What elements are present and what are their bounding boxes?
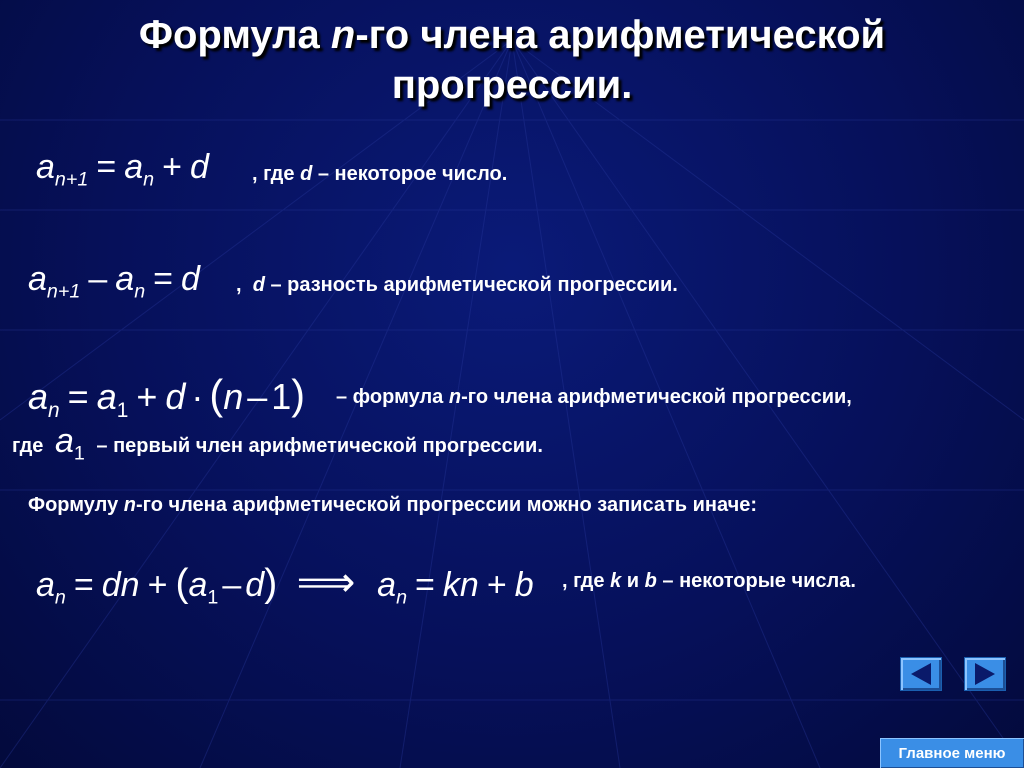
implies-symbol: ⟹ bbox=[296, 559, 356, 605]
main-menu-label: Главное меню bbox=[898, 744, 1006, 762]
formula-difference-note: , d – разность арифметической прогрессии. bbox=[236, 274, 678, 296]
formula-recurrence-note: , где d – некоторое число. bbox=[252, 163, 508, 185]
prev-slide-button[interactable] bbox=[900, 657, 942, 691]
main-menu-button[interactable] bbox=[880, 738, 1024, 768]
first-term-symbol: $a_1$ bbox=[54, 422, 85, 465]
formula-linear-form: $a_n$ = dn + $(a_1 - d)$ ⟹ $a_n$ = kn + b bbox=[36, 559, 534, 609]
arrow-left-icon bbox=[901, 658, 941, 690]
alternate-form-note: Формулу n-го члена арифметической прогрессии можно записать иначе: bbox=[28, 494, 757, 516]
slide-title: Формула n-го члена арифметической прогрессии. bbox=[138, 13, 886, 107]
next-slide-button[interactable] bbox=[964, 657, 1006, 691]
formula-recurrence: $a_{n+1} = a_n + d$ bbox=[36, 148, 209, 191]
first-term-note: где $a_1$ – первый член арифметической прогрессии. bbox=[12, 422, 543, 465]
formula-linear-form-note: , где k и b – некоторые числа. bbox=[562, 570, 856, 592]
formula-difference: $a_{n+1} - a_n = d$ bbox=[28, 260, 200, 303]
formula-nth-term-note: – формула n-го члена арифметической прогрессии, bbox=[336, 386, 852, 408]
formula-nth-term: $a_n = a_1 + d \cdot (n - 1)$ bbox=[28, 372, 306, 422]
arrow-right-icon bbox=[965, 658, 1005, 690]
